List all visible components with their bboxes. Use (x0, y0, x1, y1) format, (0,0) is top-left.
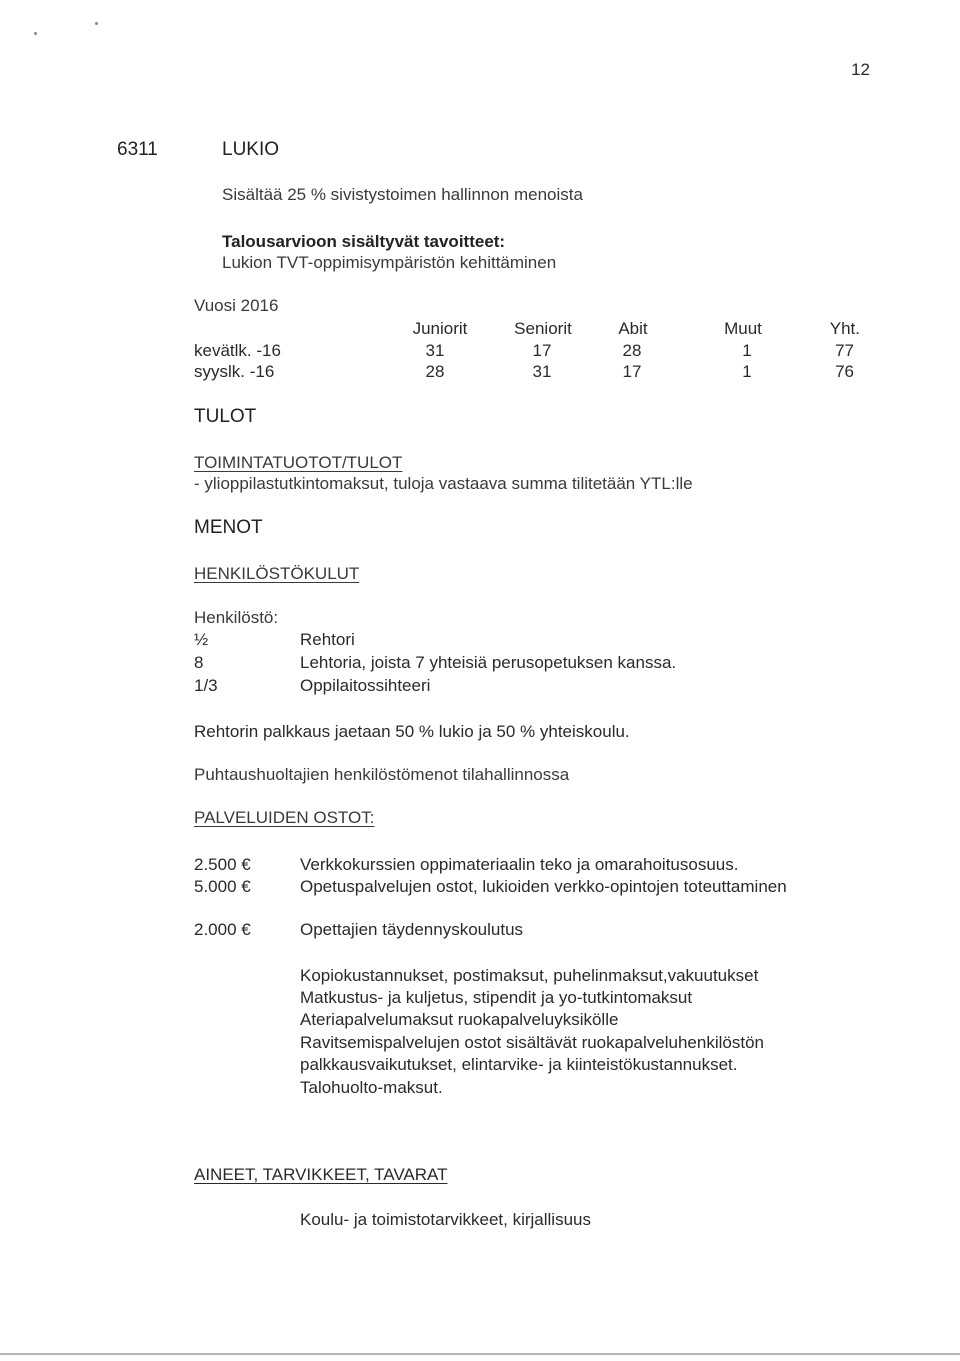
income-heading: TULOT (194, 406, 257, 427)
service-amount: 2.500 € (194, 855, 251, 874)
goals-text: Lukion TVT-oppimisympäristön kehittäminen (222, 253, 557, 272)
service-amount: 2.000 € (194, 920, 251, 939)
table-cell: 31 (425, 341, 445, 360)
other-expense-line: Matkustus- ja kuljetus, stipendit ja yo-tutkintomaksut (300, 988, 693, 1007)
table-cell: 31 (532, 362, 552, 381)
table-cell: 76 (835, 362, 854, 381)
cleaning-note: Puhtaushuoltajien henkilöstömenot tilahallinnossa (194, 765, 570, 784)
section-title: LUKIO (222, 139, 280, 160)
salary-note: Rehtorin palkkaus jaetaan 50 % lukio ja 50 % yhteiskoulu. (194, 722, 630, 741)
service-desc: Verkkokurssien oppimateriaalin teko ja omarahoitusosuus. (300, 855, 739, 874)
column-header: Abit (618, 319, 648, 338)
expenses-heading: MENOT (194, 517, 263, 538)
intro-text: Sisältää 25 % sivistystoimen hallinnon menoista (222, 185, 583, 204)
staff-desc: Lehtoria, joista 7 yhteisiä perusopetuksen kanssa. (300, 653, 677, 672)
column-header: Seniorit (514, 319, 572, 338)
column-header: Muut (724, 319, 762, 338)
scan-edge (0, 1353, 960, 1355)
table-cell: 1 (742, 362, 752, 381)
other-expense-line: Talohuolto-maksut. (300, 1078, 443, 1097)
other-expense-line: Kopiokustannukset, postimaksut, puhelinmaksut,vakuutukset (300, 966, 759, 985)
table-cell: 28 (425, 362, 445, 381)
service-desc: Opetuspalvelujen ostot, lukioiden verkko-opintojen toteuttaminen (300, 877, 787, 896)
materials-text: Koulu- ja toimistotarvikkeet, kirjallisuus (300, 1210, 591, 1229)
table-cell: 1 (742, 341, 752, 360)
row-label: syyslk. -16 (194, 362, 275, 381)
income-text: - ylioppilastutkintomaksut, tuloja vastaava summa tilitetään YTL:lle (194, 474, 693, 493)
services-heading: PALVELUIDEN OSTOT: (194, 808, 375, 827)
materials-heading: AINEET, TARVIKKEET, TAVARAT (194, 1165, 448, 1184)
column-header: Yht. (829, 319, 860, 338)
table-cell: 17 (532, 341, 552, 360)
table-cell: 77 (835, 341, 854, 360)
staff-qty: 8 (194, 653, 204, 672)
service-desc: Opettajien täydennyskoulutus (300, 920, 524, 939)
staff-qty: ½ (194, 630, 209, 649)
other-expense-line: Ravitsemispalvelujen ostot sisältävät ruokapalveluhenkilöstön (300, 1033, 764, 1052)
table-cell: 17 (622, 362, 642, 381)
staff-desc: Rehtori (300, 630, 355, 649)
year-label: Vuosi 2016 (194, 296, 279, 315)
personnel-heading: HENKILÖSTÖKULUT (194, 564, 360, 583)
goals-heading: Talousarvioon sisältyvät tavoitteet: (222, 232, 506, 251)
other-expense-line: palkkausvaikutukset, elintarvike- ja kiinteistökustannukset. (300, 1055, 738, 1074)
page-number: 12 (851, 60, 870, 79)
table-cell: 28 (622, 341, 642, 360)
scan-speck (95, 22, 98, 25)
row-label: kevätlk. -16 (194, 341, 281, 360)
scan-speck (34, 32, 37, 35)
service-amount: 5.000 € (194, 877, 251, 896)
section-code: 6311 (117, 139, 158, 160)
staff-label: Henkilöstö: (194, 608, 279, 627)
staff-qty: 1/3 (194, 676, 218, 695)
staff-desc: Oppilaitossihteeri (300, 676, 431, 695)
other-expense-line: Ateriapalvelumaksut ruokapalveluyksikölle (300, 1010, 619, 1029)
income-subheading: TOIMINTATUOTOT/TULOT (194, 453, 403, 472)
column-header: Juniorit (412, 319, 468, 338)
